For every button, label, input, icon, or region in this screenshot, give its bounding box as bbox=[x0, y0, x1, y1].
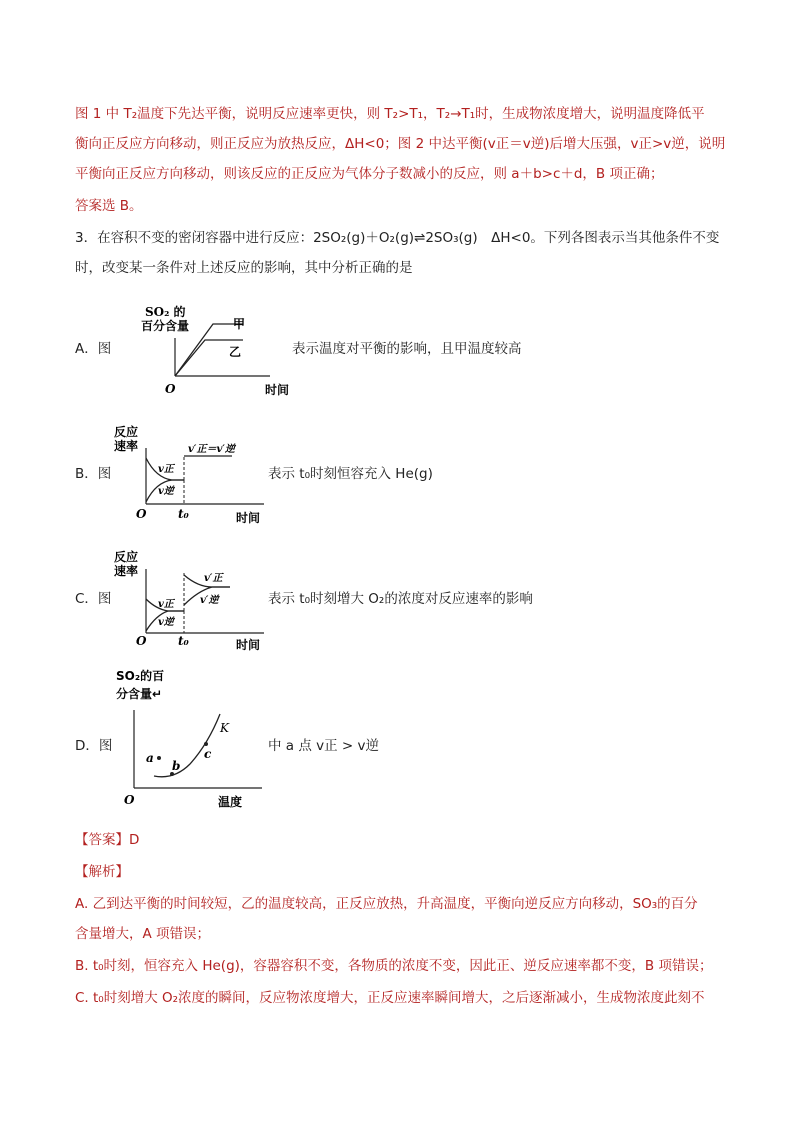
graph-c-t0: t₀ bbox=[178, 634, 189, 648]
graph-d-origin: O bbox=[124, 793, 135, 807]
graph-c-ylabel-1: 反应 bbox=[114, 550, 139, 564]
option-d-label: D．图 bbox=[75, 738, 113, 754]
graph-b-t0: t₀ bbox=[178, 507, 189, 521]
question-line-1: 3．在容积不变的密闭容器中进行反应：2SO₂(g)＋O₂(g)⇌2SO₃(g) ΔH<0。下列各图表示当其他条件不变 bbox=[75, 230, 720, 246]
option-a-graph bbox=[115, 298, 295, 402]
graph-d-label-a: a bbox=[146, 751, 154, 765]
graph-a-xlabel: 时间 bbox=[265, 383, 290, 397]
option-d-graph bbox=[112, 664, 272, 810]
graph-a-label-yi: 乙 bbox=[229, 345, 242, 359]
graph-b-xlabel: 时间 bbox=[236, 511, 261, 525]
graph-c-xlabel: 时间 bbox=[236, 638, 261, 652]
graph-d-point-c bbox=[204, 742, 208, 746]
solution-line-3: 平衡向正反应方向移动，则该反应的正反应为气体分子数减小的反应，则 a＋b>c＋d，B 项正确； bbox=[75, 166, 664, 182]
graph-c-vfwd-label: v正 bbox=[158, 599, 174, 610]
graph-d-label-b: b bbox=[172, 759, 181, 773]
graph-d-label-c: c bbox=[204, 747, 212, 761]
graph-d-curve bbox=[154, 714, 220, 777]
option-c-graph bbox=[112, 545, 272, 653]
option-a-desc: 表示温度对平衡的影响，且甲温度较高 bbox=[292, 341, 522, 357]
graph-a-label-jia: 甲 bbox=[233, 317, 246, 331]
solution-answer: 答案选 B。 bbox=[75, 198, 143, 214]
option-d-desc: 中 a 点 v正 > v逆 bbox=[268, 738, 380, 754]
analysis-title: 【解析】 bbox=[75, 864, 129, 880]
graph-c-vfwd2-label: v′正 bbox=[204, 573, 223, 584]
graph-c-vrev-label: v逆 bbox=[158, 617, 174, 628]
graph-a-ylabel-1: SO₂ 的 bbox=[145, 305, 186, 319]
analysis-line-a-2: 含量增大，A 项错误； bbox=[75, 926, 211, 942]
option-b-label: B．图 bbox=[75, 466, 112, 482]
graph-b-ylabel-1: 反应 bbox=[114, 425, 139, 439]
graph-d-ylabel-1: SO₂的百 bbox=[116, 669, 165, 683]
option-c-label: C．图 bbox=[75, 591, 112, 607]
graph-a-ylabel-2: 百分含量 bbox=[141, 319, 190, 333]
graph-c-origin: O bbox=[136, 634, 147, 648]
graph-a-origin: O bbox=[165, 382, 176, 396]
graph-c-ylabel-2: 速率 bbox=[114, 564, 139, 578]
analysis-line-b: B. t₀时刻，恒容充入 He(g)，容器容积不变，各物质的浓度不变，因此正、逆反应速率都不变，B 项错误； bbox=[75, 958, 713, 974]
option-b-desc: 表示 t₀时刻恒容充入 He(g) bbox=[268, 466, 433, 482]
solution-line-1: 图 1 中 T₂温度下先达平衡，说明反应速率更快，则 T₂>T₁，T₂→T₁时，生成物浓度增大，说明温度降低平 bbox=[75, 106, 705, 122]
graph-b-origin: O bbox=[136, 507, 147, 521]
analysis-line-a-1: A. 乙到达平衡的时间较短，乙的温度较高，正反应放热，升高温度，平衡向逆反应方向移动，SO₃的百分 bbox=[75, 896, 698, 912]
analysis-line-c: C. t₀时刻增大 O₂浓度的瞬间，反应物浓度增大，正反应速率瞬间增大，之后逐渐减小，生成物浓度此刻不 bbox=[75, 990, 705, 1006]
graph-b-vrev-label: v逆 bbox=[158, 486, 174, 497]
graph-b-vfwd-label: v正 bbox=[158, 464, 174, 475]
graph-d-xlabel: 温度 bbox=[218, 795, 243, 809]
graph-b-ylabel-2: 速率 bbox=[114, 439, 139, 453]
question-line-2: 时，改变某一条件对上述反应的影响，其中分析正确的是 bbox=[75, 260, 413, 276]
answer: 【答案】D bbox=[75, 832, 140, 848]
option-c-desc: 表示 t₀时刻增大 O₂的浓度对反应速率的影响 bbox=[268, 591, 533, 607]
graph-b-veq-label: v′正＝v′逆 bbox=[188, 444, 235, 455]
solution-line-2: 衡向正反应方向移动，则正反应为放热反应，ΔH<0；图 2 中达平衡(v正＝v逆)后增大压强，v正>v逆，说明 bbox=[75, 136, 726, 152]
graph-d-point-a bbox=[157, 756, 161, 760]
graph-c-vrev2-label: v′逆 bbox=[200, 595, 219, 606]
graph-d-ylabel-2: 分含量↵ bbox=[116, 687, 163, 701]
option-b-graph bbox=[112, 420, 272, 528]
graph-d-label-k: K bbox=[220, 721, 229, 735]
option-a-label: A．图 bbox=[75, 341, 112, 357]
